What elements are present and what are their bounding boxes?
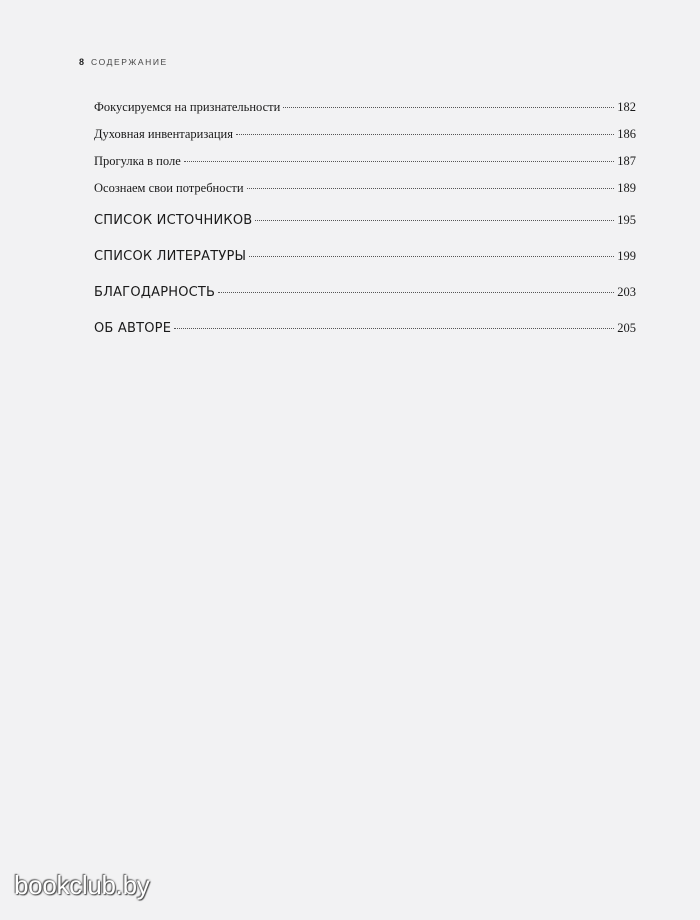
toc-entry-page: 182 [617,100,636,114]
toc-entry-page: 189 [617,181,636,195]
toc-entry-title: Осознаем свои потребности [94,181,244,195]
toc-chapter-title: СПИСОК ЛИТЕРАТУРЫ [94,249,247,264]
dot-leader [174,328,614,329]
watermark: bookclub.by [14,870,150,900]
dot-leader [184,161,615,162]
dot-leader [218,292,614,293]
toc-entry-page: 186 [617,127,636,141]
toc-chapter-page: 195 [617,213,636,227]
toc-entry [94,121,636,148]
toc-entry-page: 187 [617,154,636,168]
dot-leader [247,188,615,189]
dot-leader [249,256,614,257]
toc-entry-title: Прогулка в поле [94,154,181,168]
toc-chapter-title: СПИСОК ИСТОЧНИКОВ [94,213,253,228]
toc-chapter-page: 203 [617,285,636,299]
toc-entry-title: Фокусируемся на признательности [94,100,281,114]
toc-chapter [94,310,636,346]
toc-entry [94,94,636,121]
toc-chapter-title: БЛАГОДАРНОСТЬ [94,285,216,300]
toc-entry [94,175,636,202]
running-head [79,57,168,67]
dot-leader [255,220,614,221]
toc-chapter-title: ОБ АВТОРЕ [94,321,172,336]
page-number: 8 [79,57,85,67]
dot-leader [236,134,614,135]
toc-chapter-page: 205 [617,321,636,335]
toc-entry-title: Духовная инвентаризация [94,127,233,141]
table-of-contents [94,94,636,346]
toc-chapter [94,274,636,310]
toc-chapter-page: 199 [617,249,636,263]
section-title: СОДЕРЖАНИЕ [91,57,168,67]
toc-entry [94,148,636,175]
dot-leader [283,107,614,108]
toc-chapter [94,202,636,238]
toc-chapter [94,238,636,274]
